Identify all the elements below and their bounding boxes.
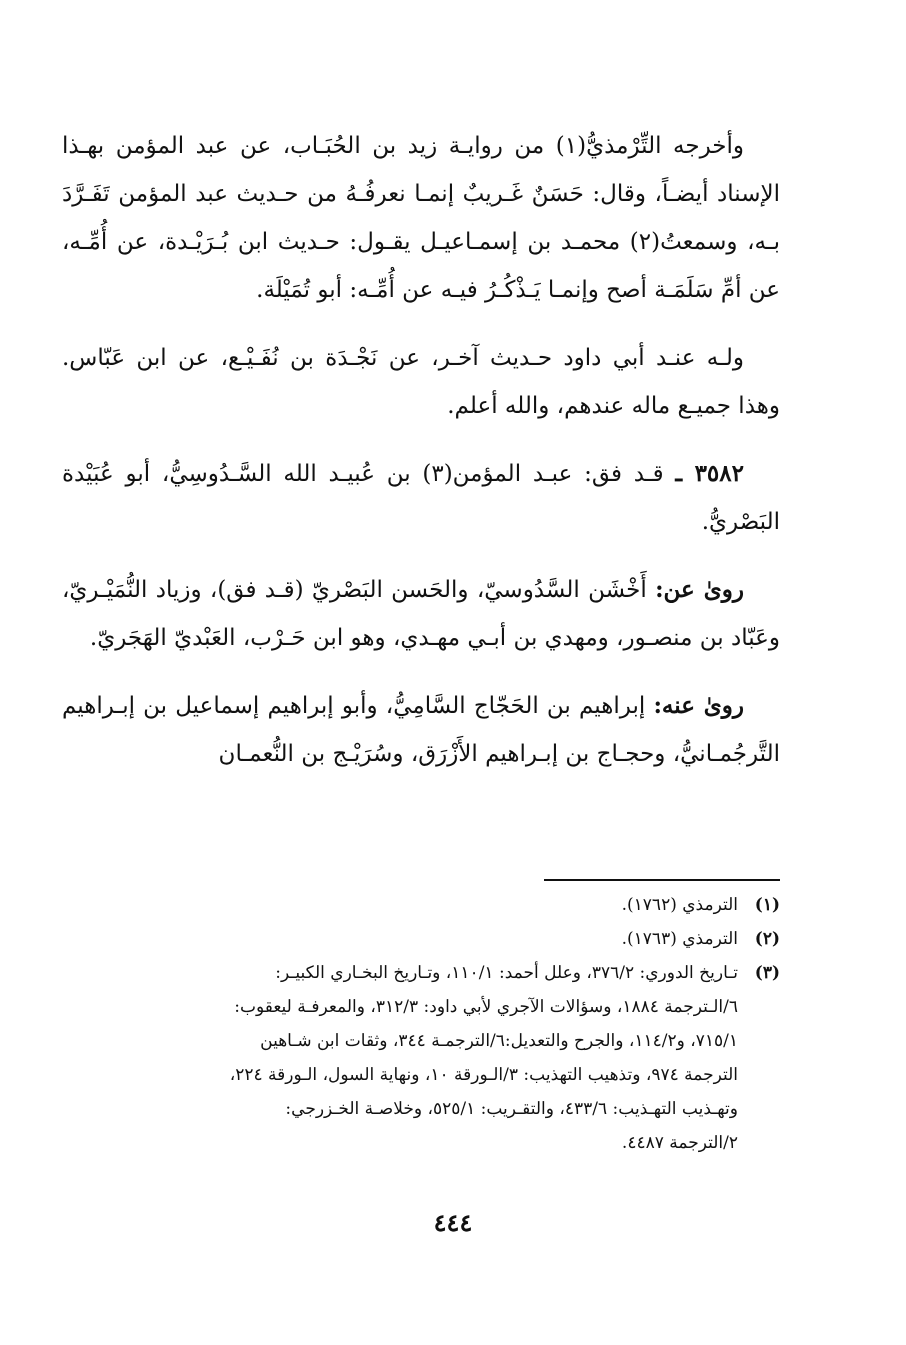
narrated-by-text: إبراهيم بن الحَجّاج السَّامِيُّ، وأبو إبراهيم إسماعيل بن إبـراهيم التَّرجُمـانيُّ، وحجـاج بن إبـراهيم الأَزْرَق، وسُرَيْـج بن النُّعمـان bbox=[62, 693, 780, 767]
entry-name: قـد فق: عبـد المؤمن(٣) بن عُبيـد الله السَّـدُوسِيُّ، أبو عُبَيْدة البَصْريُّ. bbox=[62, 461, 780, 535]
footnote-line: ٧١٥/١، و١١٤/٢، والجرح والتعديل:٦/الترجمـة ٣٤٤، وثقات ابن شـاهين bbox=[260, 1031, 738, 1051]
biography-entry-heading bbox=[62, 450, 780, 546]
narrated-from-label: روىٰ عن: bbox=[655, 576, 745, 603]
footnote-text bbox=[62, 888, 738, 922]
footnote-1 bbox=[62, 888, 780, 922]
main-text bbox=[62, 122, 780, 798]
narrated-by-paragraph bbox=[62, 682, 780, 778]
narrated-from-paragraph bbox=[62, 566, 780, 662]
footnote-number: (١) bbox=[754, 895, 780, 915]
paragraph-text: ولـه عنـد أبي داود حـديث آخـر، عن نَجْـدَة بن نُفَـيْـع، عن ابن عَبّاس. وهذا جميـع ماله عندهم، والله أعلم. bbox=[62, 345, 780, 419]
footnote-text bbox=[62, 922, 738, 956]
footnote-number: (٢) bbox=[754, 929, 780, 949]
footnote-line: الترمذي (١٧٦٣). bbox=[621, 929, 738, 949]
footnote-2 bbox=[62, 922, 780, 956]
footnote-line: الترجمة ٩٧٤، وتذهيب التهذيب: ٣/الـورقة ١٠، ونهاية السول، الـورقة ٢٢٤، bbox=[229, 1065, 738, 1085]
narrated-by-label: روىٰ عنه: bbox=[653, 692, 745, 719]
entry-number: ٣٥٨٢ ـ bbox=[675, 460, 744, 487]
footnote-line: الترمذي (١٧٦٢). bbox=[621, 895, 738, 915]
footnote-3 bbox=[62, 956, 780, 1160]
paragraph-text: وأخرجه التِّرْمذيُّ(١) من روايـة زيد بن الحُبَـاب، عن عبد المؤمن بهـذا الإسناد أيضـاً، وقال: حَسَنٌ غَـريبٌ إنمـا نعرفُـهُ من حـديث عبد المؤمن تَفَـرَّدَ بـه، وسمعتُ(٢) محمـد بن إسمـاعيـل يقـول: حـديث ابن بُـرَيْـدة، عن أُمِّـه، عن أمِّ سَلَمَـة أصح وإنمـا يَـذْكُـرُ فيـه عن أُمِّـه: أبو تُمَيْلَة. bbox=[62, 133, 780, 303]
footnote-text bbox=[62, 956, 738, 1160]
footnote-number: (٣) bbox=[754, 963, 780, 983]
footnote-line: وتهـذيب التهـذيب: ٤٣٣/٦، والتقـريب: ٥٢٥/١، وخلاصـة الخـزرجي: bbox=[285, 1099, 738, 1119]
footnote-line: ٢/الترجمة ٤٤٨٧. bbox=[621, 1133, 738, 1153]
footnotes bbox=[62, 888, 780, 1160]
footnote-line: ٦/الـترجمة ١٨٨٤، وسؤالات الآجري لأبي داود: ٣١٢/٣، والمعرفـة ليعقوب: bbox=[234, 997, 738, 1017]
paragraph-abu-dawud-narration bbox=[62, 334, 780, 430]
paragraph-tirmidhi-narration bbox=[62, 122, 780, 314]
footnote-separator bbox=[544, 879, 780, 881]
narrated-from-text: أَخْشَن السَّدُوسيّ، والحَسن البَصْريّ (قـد فق)، وزياد النُّمَيْـريّ، وعَبّاد بن منصـور، ومهدي بن أبـي مهـدي، وهو ابن حَـرْب، العَبْديّ الهَجَريّ. bbox=[62, 577, 780, 651]
footnote-line: تـاريخ الدوري: ٣٧٦/٢، وعلل أحمد: ١١٠/١، وتـاريخ البخـاري الكبيـر: bbox=[275, 963, 738, 983]
page-number: ٤٤٤ bbox=[433, 1208, 473, 1237]
